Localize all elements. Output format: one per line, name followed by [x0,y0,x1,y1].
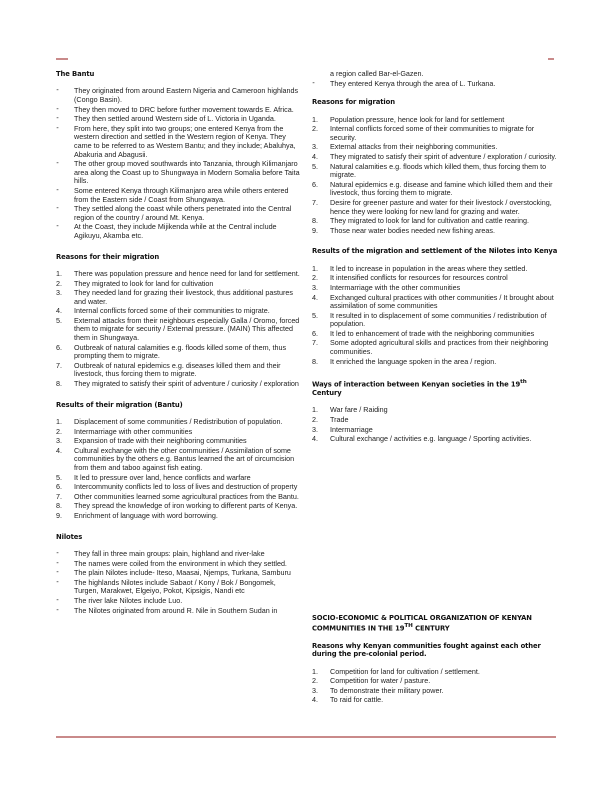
item-text: They needed land for grazing their livestock, thus additional pastures and water. [74,288,293,306]
item-text: It intensified conflicts for resources for resources control [330,273,508,283]
list-item [56,428,302,437]
list-item [312,330,558,339]
item-text: Natural epidemics e.g. disease and famine which killed them and their livestock, thus forcing them to migrate. [330,179,553,198]
item-text: There was population pressure and hence need for land for settlement. [74,268,300,278]
item-text: They migrated to look for land for cultivation [74,278,214,288]
list-item [56,579,302,596]
item-number: 3. [312,685,318,695]
item-text: Those near water bodies needed new fishing areas. [330,225,496,235]
list-item [56,205,302,222]
nilotes-list [56,550,302,615]
item-text: War fare / Raiding [330,405,388,415]
item-number: 4. [312,151,318,161]
item-text: They then moved to DRC before further movement towards E. Africa. [74,104,294,114]
list-item [56,344,302,361]
item-text: They originated from around Eastern Nigeria and Cameroon highlands (Congo Basin). [74,86,299,104]
list-item [56,380,302,389]
item-text: The other group moved southwards into Tanzania, through Kilimanjaro area along the Coast up to Shungwaya in Modern Somalia before Taita hills. [74,159,300,186]
list-item [312,143,558,152]
item-number: 4. [56,445,62,455]
list-item [56,223,302,240]
item-text: Natural calamities e.g. floods which killed them, thus forcing them to migrate. [330,161,547,180]
list-item [312,668,558,677]
item-text: Some adopted agricultural skills and practices from their neighboring communities. [330,338,549,357]
bullet-icon: ⁃ [56,560,59,567]
list-item [312,227,558,236]
top-right-rule [548,58,554,60]
item-number: 4. [56,306,62,316]
list-item [312,416,558,425]
item-text: Intercommunity conflicts led to loss of lives and destruction of property [74,482,298,492]
item-text: Intermarriage [330,424,373,434]
interaction-heading [312,378,558,397]
list-item [56,362,302,379]
item-text: Competition for water / pasture. [330,676,431,686]
list-item [312,217,558,226]
nilotes-reasons-list [312,116,558,236]
item-text: Intermarriage with other communities [74,426,193,436]
bullet-icon: ⁃ [56,187,59,194]
bullet-icon: ⁃ [312,80,315,87]
list-item [56,187,302,204]
item-number: 9. [56,510,62,520]
list-item [312,339,558,356]
item-text: They migrated to satisfy their spirit of adventure / curiosity / exploration [74,379,299,389]
list-item [312,426,558,435]
bantu-list [56,87,302,240]
item-number: 8. [56,501,62,511]
list-item [312,312,558,329]
list-item [56,160,302,186]
list-item [56,418,302,427]
item-number: 8. [312,356,318,366]
item-text: At the Coast, they include Mijikenda while at the Central include Agikuyu, Akamba etc. [74,222,277,240]
item-text: They fall in three main groups: plain, highland and river-lake [74,548,265,558]
list-item [56,447,302,473]
item-text: They then settled around Western side of L. Victoria in Uganda. [74,114,276,124]
bullet-icon: ⁃ [56,106,59,113]
organization-heading-sup: TH [404,623,413,630]
item-number: 4. [312,292,318,302]
list-item [312,435,558,444]
list-item [312,358,558,367]
item-text: It enriched the language spoken in the area / region. [330,356,497,366]
item-number: 2. [312,124,318,134]
item-number: 2. [312,676,318,686]
top-left-rule [56,58,68,60]
item-number: 6. [312,328,318,338]
item-text: Expansion of trade with their neighboring communities [74,436,247,446]
list-item [312,70,558,79]
bullet-icon: ⁃ [56,224,59,231]
item-number: 2. [56,426,62,436]
list-item [56,280,302,289]
item-number: 5. [312,310,318,320]
item-number: 5. [56,472,62,482]
nilotes-heading: Nilotes [56,532,83,541]
right-column [312,70,558,717]
item-text: It resulted in to displacement of some communities / redistribution of population. [330,310,547,329]
fight-list [312,668,558,705]
list-item [56,597,302,606]
item-text: From here, they split into two groups; one entered Kenya from the western direction and settled in the Western region of Kenya. They came to be referred to as Western Bantu; and they include; Abaluhya, Abakuria and Abagusii. [74,123,296,159]
item-text: Desire for greener pasture and water for their livestock / overstocking, hence they were looking for new land for grazing and water. [330,197,552,216]
list-item [312,163,558,180]
bullet-icon: ⁃ [56,570,59,577]
list-item [56,607,302,616]
item-number: 2. [56,278,62,288]
bullet-icon: ⁃ [56,161,59,168]
item-number: 1. [56,417,62,427]
item-text: Competition for land for cultivation / settlement. [330,666,480,676]
bullet-icon: ⁃ [56,206,59,213]
item-number: 8. [56,379,62,389]
item-text: Exchanged cultural practices with other communities / It brought about assimilation of some communities [330,292,554,311]
item-text: The Nilotes originated from around R. Nile in Southern Sudan in [74,605,278,615]
item-number: 5. [312,161,318,171]
item-number: 1. [312,114,318,124]
nilotes-results-list [312,265,558,367]
item-number: 7. [56,360,62,370]
list-item [56,550,302,559]
item-number: 3. [312,424,318,434]
item-number: 7. [312,338,318,348]
list-item [56,502,302,511]
item-text: Outbreak of natural epidemics e.g. diseases killed them and their livestock, thus forcing them to migrate. [74,360,281,379]
bullet-icon: ⁃ [56,550,59,557]
item-number: 5. [56,315,62,325]
fight-heading: Reasons why Kenyan communities fought against each other during the pre-colonial period. [312,641,541,659]
list-item [56,474,302,483]
bullet-icon: ⁃ [56,607,59,614]
item-text: Population pressure, hence look for land for settlement [330,114,505,124]
interaction-heading-sup: th [520,379,527,386]
item-number: 2. [312,273,318,283]
list-item [56,483,302,492]
list-item [56,569,302,578]
bantu-reasons-heading: Reasons for their migration [56,252,160,261]
item-number: 1. [312,666,318,676]
interaction-list [312,406,558,443]
item-text: It led to enhancement of trade with the neighboring communities [330,328,535,338]
list-item [56,307,302,316]
list-item [312,284,558,293]
list-item [56,270,302,279]
item-text: The plain Nilotes include- Iteso, Maasai, Njemps, Turkana, Samburu [74,568,291,578]
item-text: Cultural exchange with the other communities / Assimilation of some communities by the others e.g. Bantus learned the art of circumcision from them and taboo against fish eating. [74,445,295,472]
item-number: 4. [312,434,318,444]
item-number: 6. [56,342,62,352]
item-text: The highlands Nilotes include Sabaot / Kony / Bok / Bongomek, Turgen, Marakwet, Elgeiyo, Pokot, Kipsigis, Nandi etc [74,577,276,596]
item-text: They entered Kenya through the area of L. Turkana. [330,78,496,88]
nilotes-results-heading: Results of the migration and settlement of the Nilotes into Kenya [312,247,558,256]
item-number: 1. [56,268,62,278]
item-text: Intermarriage with the other communities [330,282,461,292]
interaction-heading-text: Ways of interaction between Kenyan societies in the 19 [312,380,521,389]
list-item [312,696,558,705]
item-text: They settled along the coast while others penetrated into the Central region of the country / around Mt. Kenya. [74,204,292,222]
item-text: They migrated to look for land for cultivation and cattle rearing. [330,216,529,226]
bottom-rule [56,736,556,738]
list-item [312,199,558,216]
item-text: It led to increase in population in the areas where they settled. [330,263,528,273]
item-text: Cultural exchange / activities e.g. language / Sporting activities. [330,434,532,444]
item-number: 2. [312,414,318,424]
item-number: 1. [312,405,318,415]
bullet-icon: ⁃ [56,116,59,123]
bantu-results-heading: Results of their migration (Bantu) [56,400,183,409]
list-item [56,289,302,306]
item-text: Outbreak of natural calamities e.g. floods killed some of them, thus prompting them to migrate. [74,342,287,361]
item-text: They migrated to satisfy their spirit of adventure / exploration / curiosity. [330,151,557,161]
item-text: a region called Bar-el-Gazen. [330,69,424,78]
bantu-reasons-list [56,270,302,389]
list-item [56,512,302,521]
item-number: 3. [56,288,62,298]
nilotes-reasons-heading: Reasons for migration [312,98,395,107]
list-item [312,80,558,89]
list-item [56,115,302,124]
organization-heading-suffix: CENTURY [412,624,450,633]
list-item [312,294,558,311]
item-text: Enrichment of language with word borrowing. [74,510,218,520]
column-gap [312,456,558,614]
list-item [312,274,558,283]
item-text: External attacks from their neighboring communities. [330,142,498,152]
list-item [56,493,302,502]
item-text: The river lake Nilotes include Luo. [74,595,183,605]
list-item [56,87,302,104]
item-text: Some entered Kenya through Kilimanjaro area while others entered from the Eastern side / Coast from Shungwaya. [74,185,289,204]
item-text: Trade [330,414,349,424]
item-number: 1. [312,263,318,273]
list-item [312,116,558,125]
item-text: To raid for cattle. [330,695,384,705]
item-text: They spread the knowledge of iron working to different parts of Kenya. [74,501,298,511]
list-item [312,406,558,415]
item-number: 7. [56,491,62,501]
list-item [56,560,302,569]
item-number: 6. [312,179,318,189]
list-item [56,106,302,115]
item-number: 3. [56,436,62,446]
organization-heading-text: SOCIO-ECONOMIC & POLITICAL ORGANIZATION OF KENYAN COMMUNITIES IN THE 19 [312,613,532,633]
item-text: Other communities learned some agricultural practices from the Bantu. [74,491,299,501]
item-text: To demonstrate their military power. [330,685,444,695]
list-item [312,181,558,198]
list-item [56,437,302,446]
item-number: 7. [312,197,318,207]
item-number: 4. [312,695,318,705]
bullet-icon: ⁃ [56,579,59,586]
bullet-icon: ⁃ [56,597,59,604]
bantu-heading: The Bantu [56,70,95,78]
interaction-heading-suffix: Century [312,388,342,397]
list-item [312,677,558,686]
left-column [56,70,302,627]
list-item [312,687,558,696]
item-text: Displacement of some communities / Redistribution of population. [74,417,283,427]
list-item [56,317,302,343]
list-item [312,153,558,162]
list-item [56,125,302,159]
item-number: 8. [312,216,318,226]
organization-heading [312,614,558,633]
item-text: Internal conflicts forced some of their communities to migrate for security. [330,124,535,142]
item-number: 9. [312,225,318,235]
item-text: It led to pressure over land, hence conflicts and warfare [74,472,251,482]
bullet-icon: ⁃ [56,125,59,132]
list-item [312,125,558,142]
nilotes-continued-list [312,70,558,88]
item-text: Internal conflicts forced some of their communities to migrate. [74,306,270,316]
item-number: 3. [312,282,318,292]
item-number: 6. [56,482,62,492]
bantu-results-list [56,418,302,521]
item-text: The names were coiled from the environment in which they settled. [74,558,287,568]
item-number: 3. [312,142,318,152]
list-item [312,265,558,274]
item-text: External attacks from their neighbours especially Galla / Oromo, forced them to migrate for security / External pressure. (MAIN) This affected them in Shungwaya. [74,315,300,343]
bullet-icon: ⁃ [56,88,59,95]
